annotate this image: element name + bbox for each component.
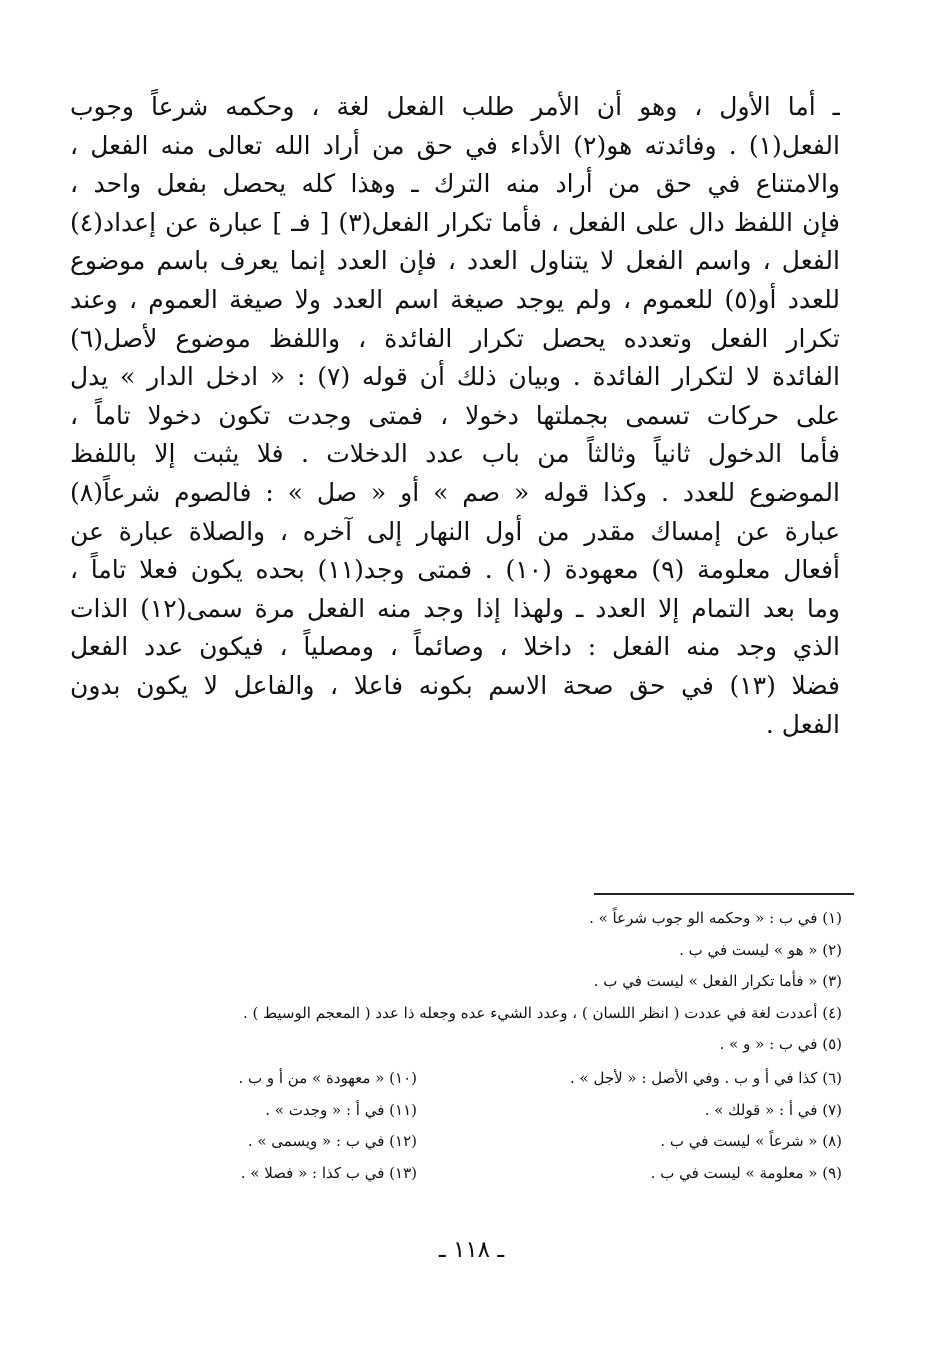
- page-number: ـ ١١٨ ـ: [438, 1237, 505, 1263]
- footnote: (١٣) في ب كذا : « فصلا » .: [240, 1163, 417, 1182]
- body-line: الفعل(١) . وفائدته هو(٢) الأداء في حق من أراد الله تعالى منه الفعل ،: [70, 130, 840, 160]
- footnote-row: [90, 1063, 842, 1095]
- footnote: (٤) أعددت لغة في عددت ( انظر اللسان ) ، وعدد الشيء عده وجعله ذا عدد ( المعجم الوسيط ) .: [242, 1003, 842, 1022]
- footnote: (٩) « معلومة » ليست في ب .: [650, 1163, 842, 1182]
- body-line: للعدد أو(٥) للعموم ، ولم يوجد صيغة اسم العدد ولا صيغة العموم ، وعند: [70, 284, 840, 314]
- footnote: (٣) « فأما تكرار الفعل » ليست في ب .: [593, 972, 842, 990]
- footnote-row: [90, 1158, 842, 1190]
- body-line: عبارة عن إمساك مقدر من أول النهار إلى آخره ، والصلاة عبارة عن: [70, 516, 840, 546]
- body-line: فضلا (١٣) في حق صحة الاسم بكونه فاعلا ، والفاعل لا يكون بدون: [70, 670, 840, 700]
- body-line: الفعل ، واسم الفعل لا يتناول العدد ، فإن العدد إنما يعرف باسم موضوع: [70, 246, 840, 276]
- footnote: (٧) في أ : « قولك » .: [704, 1100, 842, 1119]
- body-line: الفائدة لا لتكرار الفائدة . وبيان ذلك أن قوله (٧) : « ادخل الدار » يدل: [70, 362, 840, 392]
- body-line: فأما الدخول ثانياً وثالثاً من باب عدد الدخلات . فلا يثبت إلا باللفظ: [70, 439, 840, 469]
- body-line: تكرار الفعل وتعدده يحصل تكرار الفائدة ، واللفظ موضوع لأصل(٦): [70, 323, 840, 353]
- footnote: (٨) « شرعاً » ليست في ب .: [660, 1132, 842, 1150]
- footnote: (١) في ب : « وحكمه الو جوب شرعاً » .: [589, 909, 842, 927]
- footnote: (١١) في أ : « وجدت » .: [265, 1100, 417, 1119]
- footnote: (٢) « هو » ليست في ب .: [679, 940, 842, 959]
- footnote-row: [90, 1126, 842, 1158]
- body-line: ـ أما الأول ، وهو أن الأمر طلب الفعل لغة ، وحكمه شرعاً وجوب: [70, 92, 840, 121]
- body-line: أفعال معلومة (٩) معهودة (١٠) . فمتى وجد(١١) بحده يكون فعلا تاماً ،: [70, 555, 840, 585]
- footnotes-two-column: [90, 1063, 842, 1189]
- footnote: (١٠) « معهودة » من أ و ب .: [238, 1069, 417, 1087]
- main-text-block: [70, 88, 840, 744]
- footnote: (١٢) في ب : « ويسمى » .: [247, 1132, 417, 1150]
- footnote: (٥) في ب : « و » .: [719, 1035, 842, 1053]
- body-line: الموضوع للعدد . وكذا قوله « صم » أو « صل » : فالصوم شرعاً(٨): [70, 477, 840, 507]
- footnote-row: [90, 1095, 842, 1127]
- body-line: على حركات تسمى بجملتها دخولا ، فمتى وجدت تكون دخولا تاماً ،: [70, 400, 840, 430]
- footnote: (٦) كذا في أ و ب . وفي الأصل : « لأجل » .: [569, 1069, 842, 1087]
- body-line: فإن اللفظ دال على الفعل ، فأما تكرار الفعل(٣) [ فـ ] عبارة عن إعداد(٤): [70, 207, 840, 237]
- body-line: الفعل .: [765, 709, 840, 739]
- body-line: وما بعد التمام إلا العدد ـ ولهذا إذا وجد منه الفعل مرة سمى(١٢) الذات: [70, 593, 840, 623]
- body-line: والامتناع في حق من أراد منه الترك ـ وهذا كله يحصل بفعل واحد ،: [70, 169, 840, 199]
- footnote-divider: [594, 893, 854, 895]
- body-line: الذي وجد منه الفعل : داخلا ، وصائماً ، ومصلياً ، فيكون عدد الفعل: [70, 632, 840, 662]
- footnotes-block: [90, 903, 842, 1061]
